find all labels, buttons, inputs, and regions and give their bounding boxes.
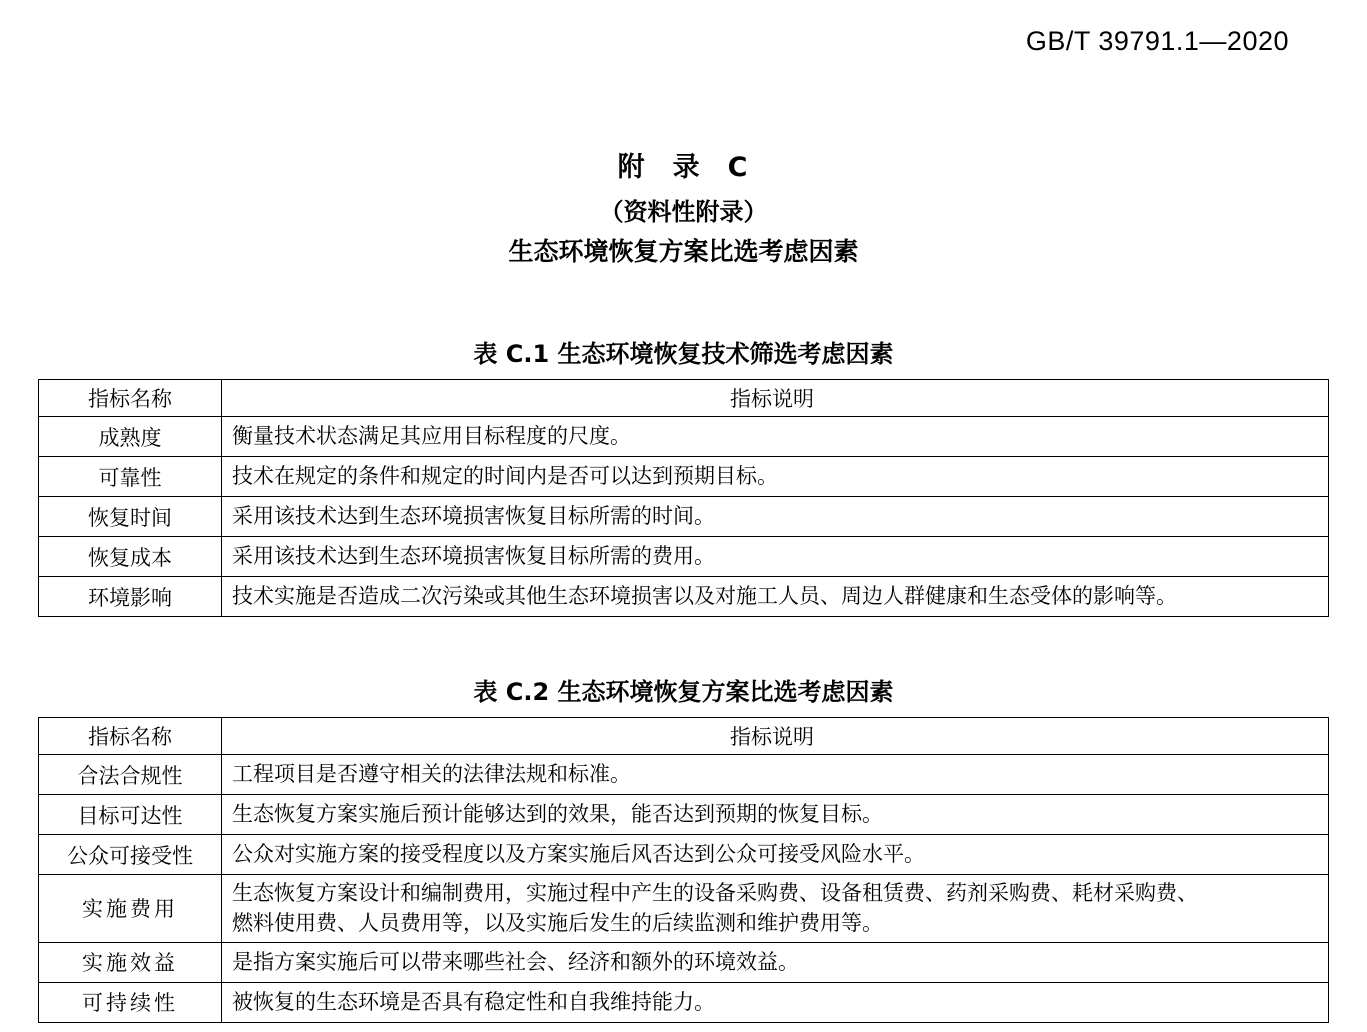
indicator-desc <box>222 537 1329 577</box>
indicator-name: 成熟度 <box>39 417 222 457</box>
indicator-name: 环境影响 <box>39 577 222 617</box>
indicator-desc <box>222 982 1329 1022</box>
indicator-desc <box>222 417 1329 457</box>
desc-line: 衡量技术状态满足其应用目标程度的尺度。 <box>232 424 631 449</box>
annex-label-mid: 录 <box>672 152 702 183</box>
table-row <box>39 417 1329 457</box>
desc-line: 工程项目是否遵守相关的法律法规和标准。 <box>232 762 631 787</box>
desc-line: 公众对实施方案的接受程度以及方案实施后风否达到公众可接受风险水平。 <box>232 842 925 867</box>
indicator-name: 合法合规性 <box>39 755 222 795</box>
indicator-name: 可靠性 <box>39 457 222 497</box>
table-row <box>39 875 1329 943</box>
indicator-desc <box>222 457 1329 497</box>
indicator-name: 恢复时间 <box>39 497 222 537</box>
table-c1-body <box>39 417 1329 617</box>
table-row <box>39 577 1329 617</box>
annex-title <box>0 145 1367 184</box>
table-c1-header-desc: 指标说明 <box>222 380 1329 417</box>
table-row <box>39 755 1329 795</box>
table-row <box>39 457 1329 497</box>
indicator-name: 可持续性 <box>39 982 222 1022</box>
annex-label-letter: C <box>727 152 750 183</box>
desc-line: 采用该技术达到生态环境损害恢复目标所需的费用。 <box>232 544 715 569</box>
annex-label-prefix: 附 <box>617 152 647 183</box>
desc-line: 技术在规定的条件和规定的时间内是否可以达到预期目标。 <box>232 464 778 489</box>
table-c1-head <box>39 380 1329 417</box>
table-row <box>39 982 1329 1022</box>
indicator-desc <box>222 835 1329 875</box>
table-c1 <box>38 379 1329 617</box>
indicator-desc <box>222 497 1329 537</box>
table-c2 <box>38 717 1329 1023</box>
table-header-row <box>39 718 1329 755</box>
indicator-desc <box>222 942 1329 982</box>
desc-line: 生态恢复方案设计和编制费用，实施过程中产生的设备采购费、设备租赁费、药剂采购费、耗材采购费、 <box>232 881 1198 905</box>
annex-name: 生态环境恢复方案比选考虑因素 <box>508 237 859 266</box>
indicator-desc <box>222 875 1329 943</box>
indicator-name: 实施费用 <box>39 875 222 943</box>
indicator-desc <box>222 755 1329 795</box>
indicator-name: 目标可达性 <box>39 795 222 835</box>
table-row <box>39 537 1329 577</box>
table-c2-caption: 表 C.2 生态环境恢复方案比选考虑因素 <box>473 678 894 706</box>
table-c1-header-name: 指标名称 <box>39 380 222 417</box>
indicator-name: 公众可接受性 <box>39 835 222 875</box>
desc-line: 被恢复的生态环境是否具有稳定性和自我维持能力。 <box>232 990 715 1015</box>
table-c2-header-desc: 指标说明 <box>222 718 1329 755</box>
annex-subtitle: （资料性附录） <box>599 198 768 226</box>
table-c1-caption: 表 C.1 生态环境恢复技术筛选考虑因素 <box>473 340 894 368</box>
indicator-desc <box>222 795 1329 835</box>
table-row <box>39 835 1329 875</box>
table-row <box>39 942 1329 982</box>
desc-line: 是指方案实施后可以带来哪些社会、经济和额外的环境效益。 <box>232 950 799 975</box>
desc-line: 生态恢复方案实施后预计能够达到的效果，能否达到预期的恢复目标。 <box>232 802 883 827</box>
table-header-row <box>39 380 1329 417</box>
indicator-desc <box>222 577 1329 617</box>
desc-line: 燃料使用费、人员费用等，以及实施后发生的后续监测和维护费用等。 <box>232 911 883 936</box>
desc-line: 采用该技术达到生态环境损害恢复目标所需的时间。 <box>232 504 715 529</box>
table-row <box>39 497 1329 537</box>
standard-number-header: GB/T 39791.1—2020 <box>1025 26 1289 56</box>
desc-line: 技术实施是否造成二次污染或其他生态环境损害以及对施工人员、周边人群健康和生态受体的影响等。 <box>232 584 1177 609</box>
indicator-name: 实施效益 <box>39 942 222 982</box>
table-c2-header-name: 指标名称 <box>39 718 222 755</box>
indicator-name: 恢复成本 <box>39 537 222 577</box>
table-c2-body <box>39 755 1329 1023</box>
table-row <box>39 795 1329 835</box>
table-c2-head <box>39 718 1329 755</box>
